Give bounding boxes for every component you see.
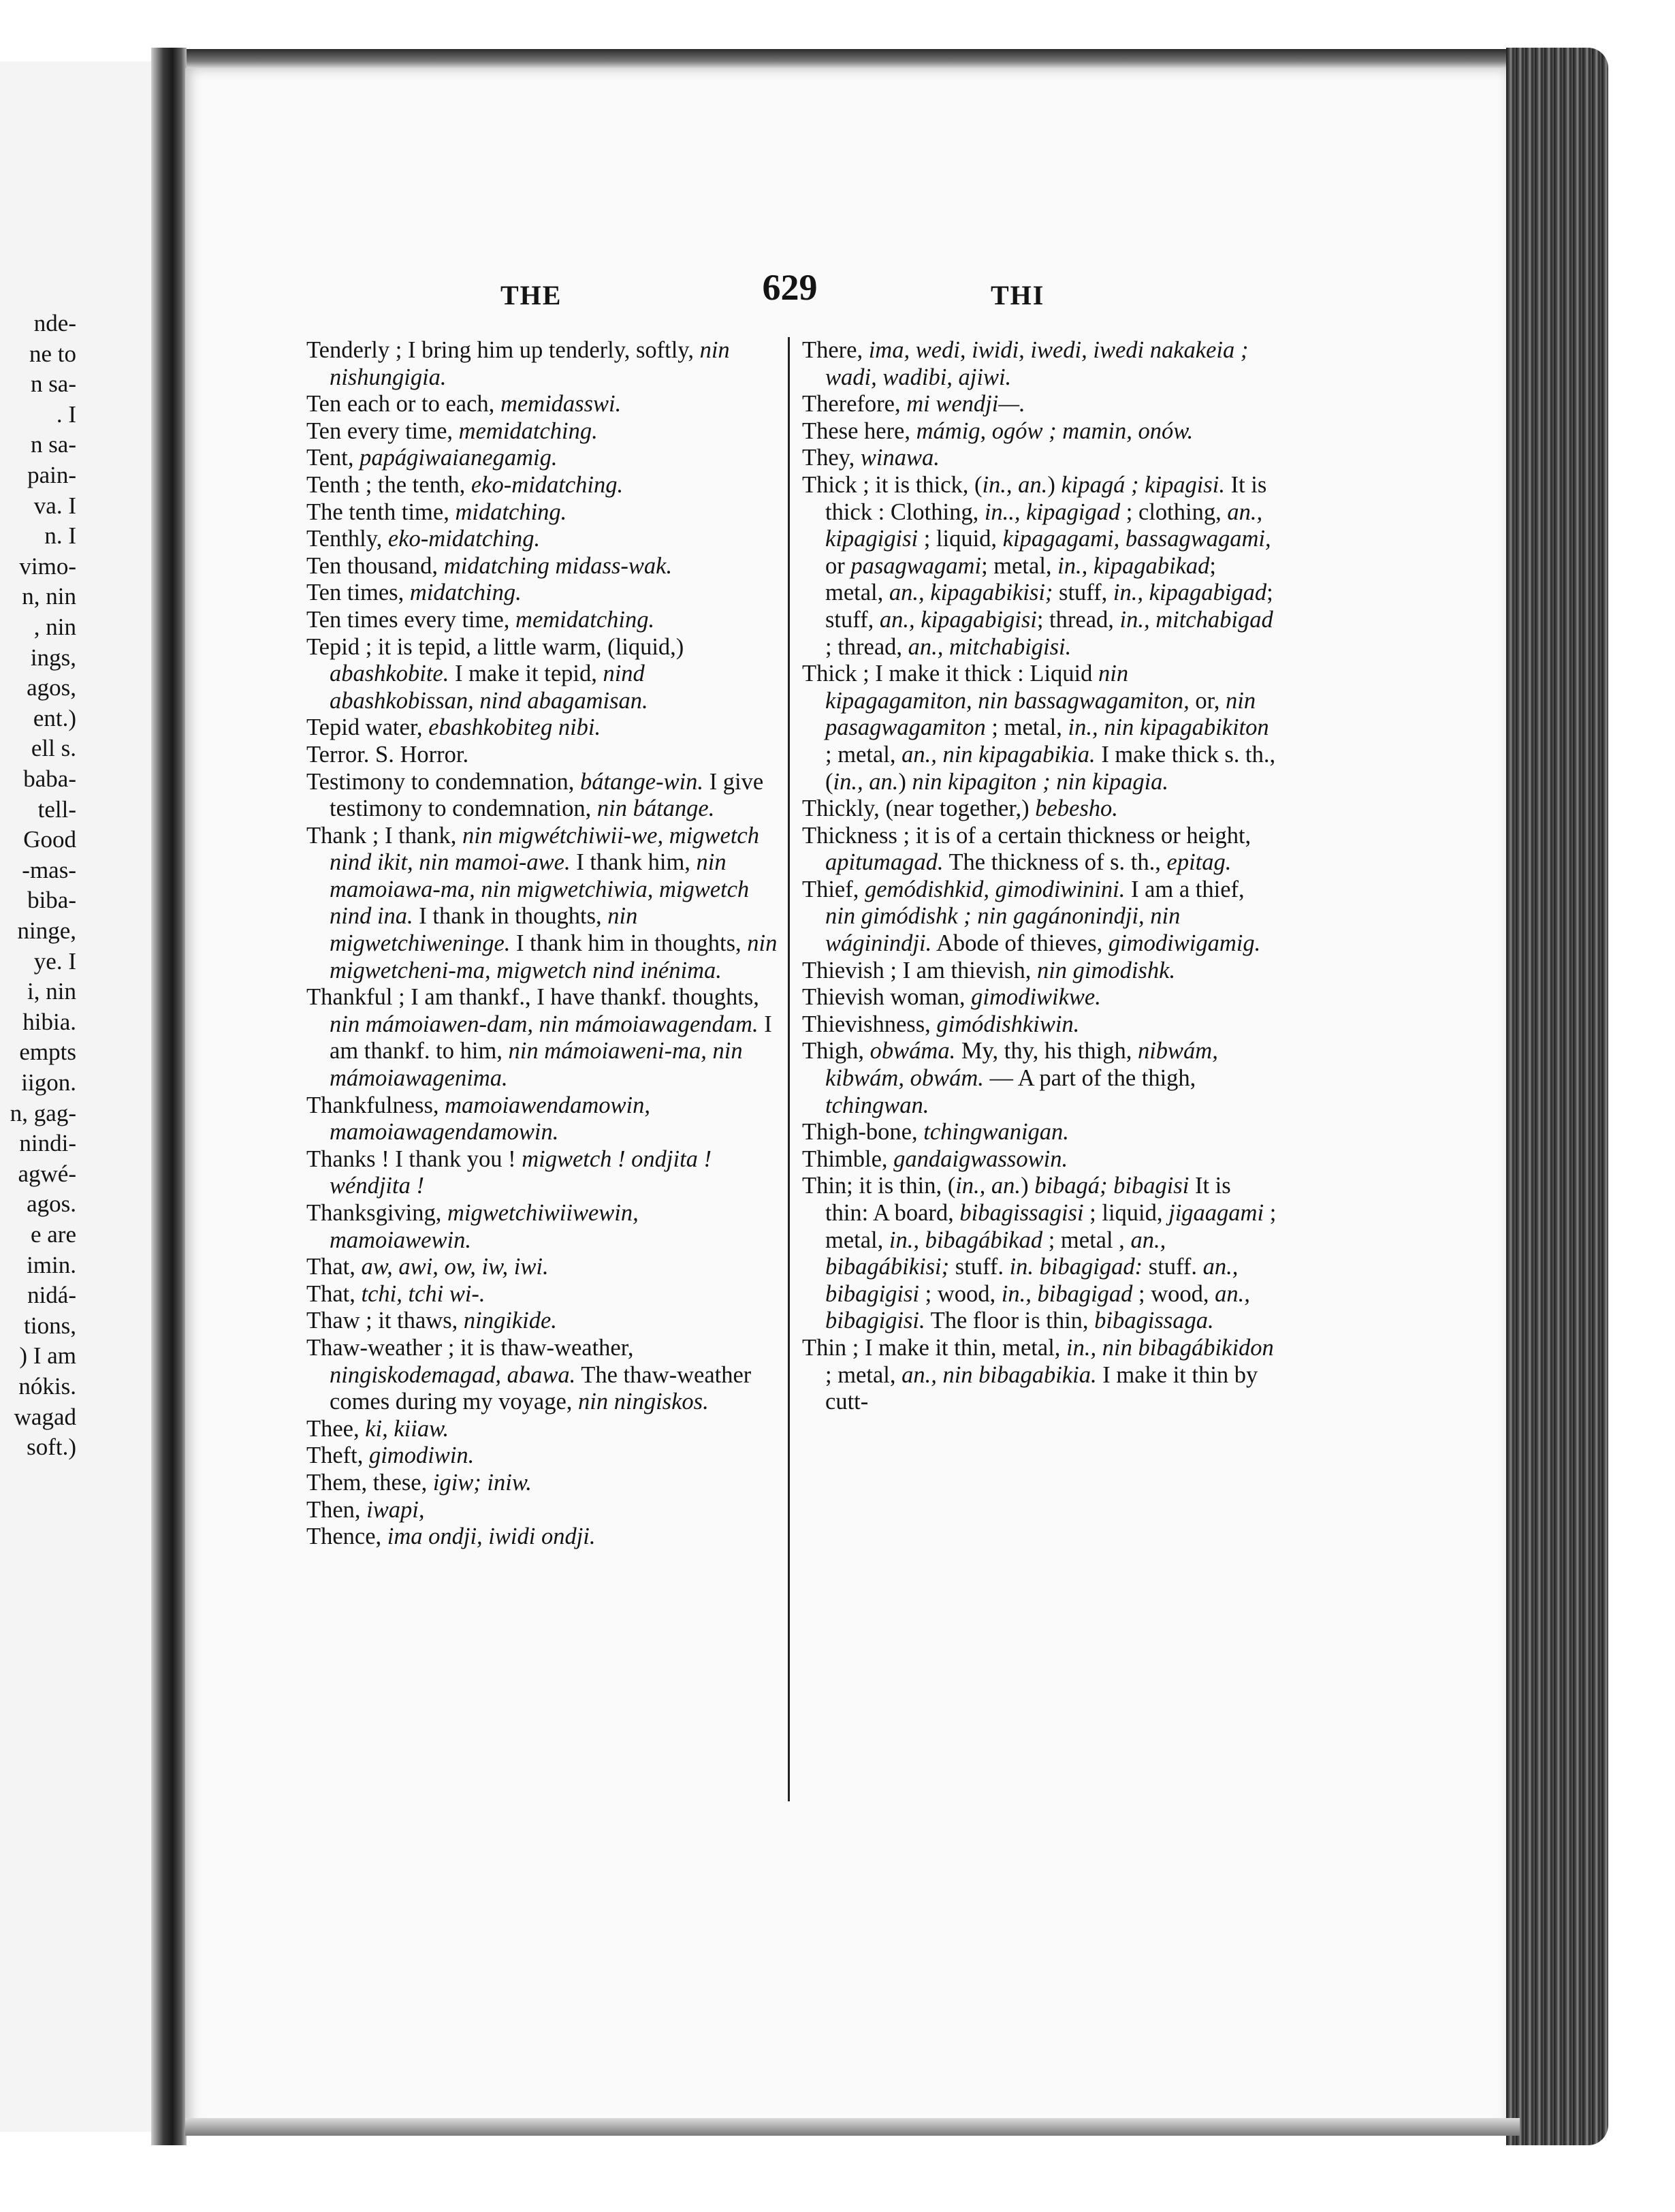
entry-translation: an., bibagigisi. [825,1280,1250,1334]
running-head-left: THE [500,280,562,311]
entry-text: Then, [306,1496,367,1523]
entry-text: Therefore, [802,391,907,417]
entry-translation: nin mamoiawa-ma, nin migwetchiwia, migwetch nind ina. [330,849,750,930]
entry-translation: nin kipagiton ; nin kipagia. [912,768,1169,795]
entry-translation: tchi, tchi wi-. [361,1280,485,1307]
entry-text: I thank him in thoughts, [510,930,748,957]
entry-translation: an., kipagabikisi; [889,580,1053,606]
left-column [306,337,783,1551]
left-page-text-fragment: ent.) [33,704,76,731]
entry-text: stuff. [1143,1254,1203,1280]
entry-translation: memidasswi. [500,391,622,417]
left-page-text-fragment: agos. [27,1190,76,1218]
entry-text: Theft, [306,1442,369,1469]
left-page-text-fragment: wagad [14,1403,76,1430]
left-page-text-fragment: e are [30,1221,76,1248]
entry-text: Tenderly ; I bring him up tenderly, softly, [306,337,700,363]
left-page-text-fragment: agos, [27,674,76,701]
entry-text: I give testimony to condemnation, [330,768,764,822]
dictionary-entry [306,714,783,742]
left-page-text-fragment: , nin [33,614,76,640]
entry-translation: migwetch ! ondjita ! wéndjita ! [330,1146,712,1199]
entry-text: Thanks ! I thank you ! [306,1146,522,1172]
entry-text: or, [1189,687,1226,714]
left-page-text-fragment: agwé- [18,1160,76,1187]
entry-translation: bebesho. [1035,795,1118,822]
entry-text: ; thread, [825,633,908,660]
dictionary-entry [306,1497,783,1524]
dictionary-entry [306,1416,783,1443]
entry-text: Thank ; I thank, [306,822,462,849]
entry-translation: nin nishungigia. [330,337,730,390]
entry-text: ; metal, [825,1200,1277,1253]
entry-text: Abode of thieves, [931,930,1108,957]
left-page-text-fragment: va. I [33,492,76,519]
dictionary-entry [306,607,783,634]
entry-text: ; liquid, [918,526,1003,552]
entry-text: I make it thin by cutt- [825,1361,1258,1415]
entry-text: Thankfulness, [306,1092,445,1118]
entry-translation: eko-midatching. [387,526,541,552]
entry-text: It is thick : Clothing, [825,471,1267,525]
entry-translation: nind abashkobissan, nind abagamisan. [330,661,648,714]
entry-text: I thank in thoughts, [413,903,608,930]
entry-translation: mi wendji—. [906,391,1025,417]
entry-text: Thievish woman, [802,984,972,1011]
entry-translation: nin mámoiawen-dam, nin mámoiawagendam. [330,1011,759,1037]
dictionary-entry [802,1146,1279,1173]
left-page-text-fragment: nde- [33,310,76,336]
entry-text: Thick ; I make it thick : Liquid [802,661,1098,687]
entry-text: Thievish ; I am thievish, [802,957,1037,983]
entry-translation: winawa. [860,445,940,471]
left-page-fragment [0,61,158,2132]
entry-text: Ten every time, [306,417,459,444]
entry-translation: nin pasagwagamiton [825,687,1256,741]
entry-text: The tenth time, [306,499,456,525]
dictionary-entry [306,1281,783,1308]
entry-text: Tenthly, [306,526,388,552]
entry-text: Ten each or to each, [306,391,500,417]
entry-translation: aw, awi, ow, iw, iwi. [361,1254,549,1280]
entry-translation: memidatching. [458,417,598,444]
entry-translation: bibagissagisi [959,1200,1084,1226]
entry-text: Thickly, (near together,) [802,795,1036,822]
entry-translation: in., an. [833,768,899,795]
entry-translation: nin migwetchiweninge. [330,903,638,957]
entry-text: The floor is thin, [925,1308,1095,1334]
dictionary-entry [306,634,783,715]
left-page-text-fragment: baba- [23,765,76,792]
entry-translation: in. bibagigad: [1009,1254,1143,1280]
entry-text: or [825,552,851,579]
entry-text: ; liquid, [1083,1200,1169,1226]
entry-translation: gimodiwigamig. [1108,930,1261,957]
entry-text: ; metal, [825,552,1217,606]
right-column [802,337,1279,1416]
left-page-text-fragment: n. I [44,522,76,550]
page-edges [1506,48,1608,2145]
page-bottom-shadow [185,2118,1520,2136]
dictionary-entry [306,769,783,823]
entry-translation: papágiwaianegamig. [360,445,558,471]
entry-translation: nin bátange. [596,795,715,822]
column-divider [788,337,790,1801]
entry-translation: nin kipagagamiton, nin bassagwagamiton, [825,661,1190,714]
entry-translation: kipagagami, bassagwagami, [1002,526,1271,552]
entry-translation: bátange-win. [579,768,704,795]
dictionary-entry [306,823,783,985]
dictionary-entry [306,1335,783,1416]
left-page-text-fragment: iigon. [21,1069,76,1096]
entry-text: That, [306,1254,362,1280]
entry-translation: nin gimodishk. [1036,957,1176,983]
left-page-text-fragment: ninge, [17,917,76,944]
entry-text: Thigh-bone, [802,1119,924,1146]
entry-translation: bibagissaga. [1094,1308,1214,1334]
entry-translation: bibagá; bibagisi [1034,1173,1190,1199]
entry-text: Thievishness, [802,1011,937,1037]
entry-translation: in., nin kipagabikiton [1068,714,1269,741]
dictionary-entry [306,1200,783,1254]
entry-text: Thaw-weather ; it is thaw-weather, [306,1334,634,1361]
entry-text: Thick ; it is thick, ( [802,471,983,498]
entry-translation: gimódishkiwin. [936,1011,1080,1037]
entry-translation: nin migwetcheni-ma, migwetch nind inénima. [330,930,778,983]
entry-text: They, [802,445,861,471]
dictionary-entry [802,1011,1279,1039]
dictionary-entry [802,1173,1279,1335]
entry-translation: gimodiwin. [368,1442,475,1469]
dictionary-entry [306,526,783,553]
left-page-text-fragment: ings, [30,644,76,671]
left-page-text-fragment: nindi- [19,1130,76,1157]
entry-translation: in., kipagabikad [1057,552,1210,579]
entry-translation: an., nin bibagabikia. [902,1361,1097,1388]
entry-text: Terror. S. Horror. [306,741,469,768]
dictionary-entry [306,418,783,445]
entry-translation: nin ningiskos. [578,1389,709,1415]
dictionary-entry [306,580,783,607]
dictionary-entry [802,445,1279,472]
entry-translation: an., kipagigisi [825,499,1263,552]
entry-text: Thin ; I make it thin, metal, [802,1334,1067,1361]
entry-translation: ima ondji, iwidi ondji. [387,1523,596,1550]
entry-text: ; wood, [919,1280,1002,1307]
entry-text: Thankful ; I am thankf., I have thankf. thoughts, [306,984,759,1011]
entry-text: Tent, [306,445,360,471]
entry-translation: gemódishkid, gimodiwinini. [864,876,1126,902]
left-page-text-fragment: ne to [29,340,76,367]
dictionary-entry [802,1119,1279,1146]
dictionary-entry [306,499,783,526]
entry-text: ) [898,768,912,795]
entry-text: ; metal, [825,741,902,768]
page-top-border [170,49,1586,69]
entry-text: Tepid ; it is tepid, a little warm, (liquid,) [306,633,684,660]
entry-translation: gandaigwassowin. [893,1146,1068,1172]
entry-text: Ten times every time, [306,606,516,633]
entry-translation: in.., kipagigad [984,499,1121,525]
entry-text: Ten times, [306,580,410,606]
entry-translation: tchingwan. [825,1092,929,1118]
entry-text: That, [306,1280,362,1307]
entry-translation: epitag. [1166,849,1232,876]
entry-text: ; metal , [1042,1227,1131,1253]
entry-translation: ningikide. [463,1308,557,1334]
entry-text: stuff, [1053,580,1113,606]
entry-translation: an., bibagigisi [825,1254,1239,1307]
dictionary-entry [306,1308,783,1335]
entry-text: I thank him, [570,849,697,876]
left-page-text-fragment: tions, [24,1312,76,1339]
dictionary-entry [306,1092,783,1146]
entry-text: ; metal, [825,1361,902,1388]
entry-translation: eko-midatching. [470,471,624,498]
entry-text: ; thread, [1036,606,1120,633]
entry-translation: ima, wedi, iwidi, iwedi, iwedi nakakeia ; wadi, wadibi, ajiwi. [825,337,1249,390]
entry-text: ; wood, [1132,1280,1215,1307]
entry-translation: kipagá ; kipagisi. [1061,471,1225,498]
entry-text: I make it tepid, [449,661,603,687]
dictionary-entry [306,1254,783,1281]
entry-text: Thence, [306,1523,387,1550]
left-page-text-fragment: biba- [27,887,76,914]
entry-translation: nin mámoiaweni-ma, nin mámoiawagenima. [330,1038,743,1092]
entry-translation: in., nin bibagábikidon [1066,1334,1274,1361]
entry-text: Ten thousand, [306,552,444,579]
entry-text: These here, [802,417,916,444]
entry-translation: an., nin kipagabikia. [902,741,1096,768]
entry-text: Thickness ; it is of a certain thickness or height, [802,822,1251,849]
left-page-text-fragment: vimo- [19,552,76,580]
entry-translation: in., bibagigad [1001,1280,1133,1307]
entry-translation: in., mitchabigad [1119,606,1273,633]
dictionary-entry [306,391,783,418]
entry-text: There, [802,337,869,363]
entry-text: ) [1021,1173,1035,1199]
entry-translation: gimodiwikwe. [971,984,1101,1011]
dictionary-entry [802,1038,1279,1119]
entry-translation: an., kipagabigisi [879,606,1037,633]
dictionary-entry [802,823,1279,876]
entry-translation: in., an. [982,471,1048,498]
entry-text: The thaw-weather comes during my voyage, [330,1361,752,1415]
dictionary-entry [802,661,1279,795]
entry-translation: nin gimódishk ; nin gagánonindji, nin wáginindji. [825,903,1181,957]
dictionary-entry [306,337,783,391]
entry-translation: mámig, ogów ; mamin, onów. [916,417,1194,444]
entry-translation: in., kipagabigad [1113,580,1267,606]
left-page-text-fragment: Good [23,826,76,853]
entry-translation: midatching. [455,499,567,525]
entry-translation: tchingwanigan. [923,1119,1069,1146]
entry-translation: in., bibagábikad [889,1227,1043,1253]
dictionary-entry [306,1523,783,1551]
entry-translation: mamoiawendamowin, mamoiawagendamowin. [330,1092,651,1146]
dictionary-entry [802,984,1279,1011]
entry-translation: an., mitchabigisi. [908,633,1072,660]
left-page-text-fragment: nidá- [27,1282,76,1309]
entry-text: ; clothing, [1120,499,1228,525]
entry-translation: nin migwétchiwii-we, migwetch nind ikit, nin mamoi-awe. [330,822,759,876]
entry-text: Tenth ; the tenth, [306,471,471,498]
entry-translation: nibwám, kibwám, obwám. [825,1038,1218,1092]
dictionary-entry [802,795,1279,823]
entry-translation: memidatching. [515,606,655,633]
left-page-text-fragment: tell- [37,795,76,823]
entry-text: — A part of the thigh, [983,1065,1196,1092]
dictionary-entry [306,1442,783,1470]
dictionary-entry [802,958,1279,985]
left-page-text-fragment: -mas- [22,856,76,883]
entry-text: Thigh, [802,1038,870,1064]
entry-text: Thaw ; it thaws, [306,1308,464,1334]
entry-text: I am a thief, [1125,876,1245,902]
entry-text: Them, these, [306,1469,433,1496]
entry-translation: ebashkobiteg nibi. [428,714,601,741]
dictionary-entry [802,472,1279,661]
entry-translation: migwetchiwiiwewin, mamoiawewin. [330,1200,639,1253]
entry-translation: midatching midass-wak. [443,552,673,579]
dictionary-entry [306,742,783,769]
dictionary-entry [306,553,783,580]
left-page-text-fragment: empts [19,1039,76,1066]
page-number: 629 [762,267,818,308]
entry-text: Thee, [306,1415,366,1442]
dictionary-entry [306,984,783,1092]
entry-translation: midatching. [409,580,522,606]
dictionary-entry [802,1335,1279,1416]
entry-text: Tepid water, [306,714,429,741]
left-page-text-fragment: ye. I [33,947,76,975]
left-page-text-fragment: imin. [27,1251,76,1278]
entry-translation: abashkobite. [330,661,449,687]
entry-translation: an., bibagábikisi; [825,1227,1166,1280]
left-page-text-fragment: n, gag- [10,1099,76,1126]
dictionary-entry [802,337,1279,391]
dictionary-entry [306,1470,783,1497]
entry-translation: jigaagami [1168,1200,1264,1226]
dictionary-entry [306,445,783,472]
book-gutter [151,48,187,2145]
dictionary-entry [306,1146,783,1200]
entry-text: ; metal, [985,714,1068,741]
entry-text: It is thin: A board, [825,1173,1231,1226]
dictionary-entry [802,391,1279,418]
dictionary-entry [306,472,783,499]
left-page-text-fragment: n, nin [22,583,76,610]
entry-translation: ki, kiiaw. [365,1415,449,1442]
entry-text: My, thy, his thigh, [955,1038,1138,1064]
left-page-text-fragment: hibia. [22,1008,76,1035]
entry-text: stuff. [949,1254,1010,1280]
entry-translation: igiw; iniw. [432,1469,532,1496]
entry-text: Thimble, [802,1146,894,1172]
entry-text: Thief, [802,876,865,902]
entry-text: ; stuff, [825,580,1273,633]
entry-text: Thanksgiving, [306,1200,447,1226]
entry-translation: ningiskodemagad, abawa. [330,1361,576,1388]
left-page-text-fragment: nókis. [18,1373,76,1400]
left-page-text-fragment: i, nin [27,978,76,1005]
entry-text: I am thankf. to him, [330,1011,772,1064]
left-page-text-fragment: ell s. [31,735,76,762]
entry-text: The thickness of s. th., [943,849,1167,876]
left-page-text-fragment: pain- [27,462,76,488]
dictionary-entry [802,876,1279,958]
entry-text: ) [1047,471,1062,498]
left-page-text-fragment: n sa- [30,370,76,398]
left-page-text-fragment: soft.) [27,1434,76,1461]
left-page-text-fragment: n sa- [30,431,76,458]
entry-text: Testimony to condemnation, [306,768,580,795]
dictionary-entry [802,418,1279,445]
entry-text: I make thick s. th., ( [825,741,1276,795]
entry-translation: iwapi, [366,1496,425,1523]
entry-translation: apitumagad. [825,849,944,876]
left-page-text-fragment: ) I am [19,1342,76,1370]
entry-text: Thin; it is thin, ( [802,1173,956,1199]
entry-translation: pasagwagami [850,552,982,579]
running-head-right: THI [991,280,1045,311]
entry-translation: obwáma. [870,1038,956,1064]
left-page-text-fragment: . I [56,400,76,428]
entry-translation: in., an. [955,1173,1021,1199]
entry-text: ; metal, [981,552,1058,579]
